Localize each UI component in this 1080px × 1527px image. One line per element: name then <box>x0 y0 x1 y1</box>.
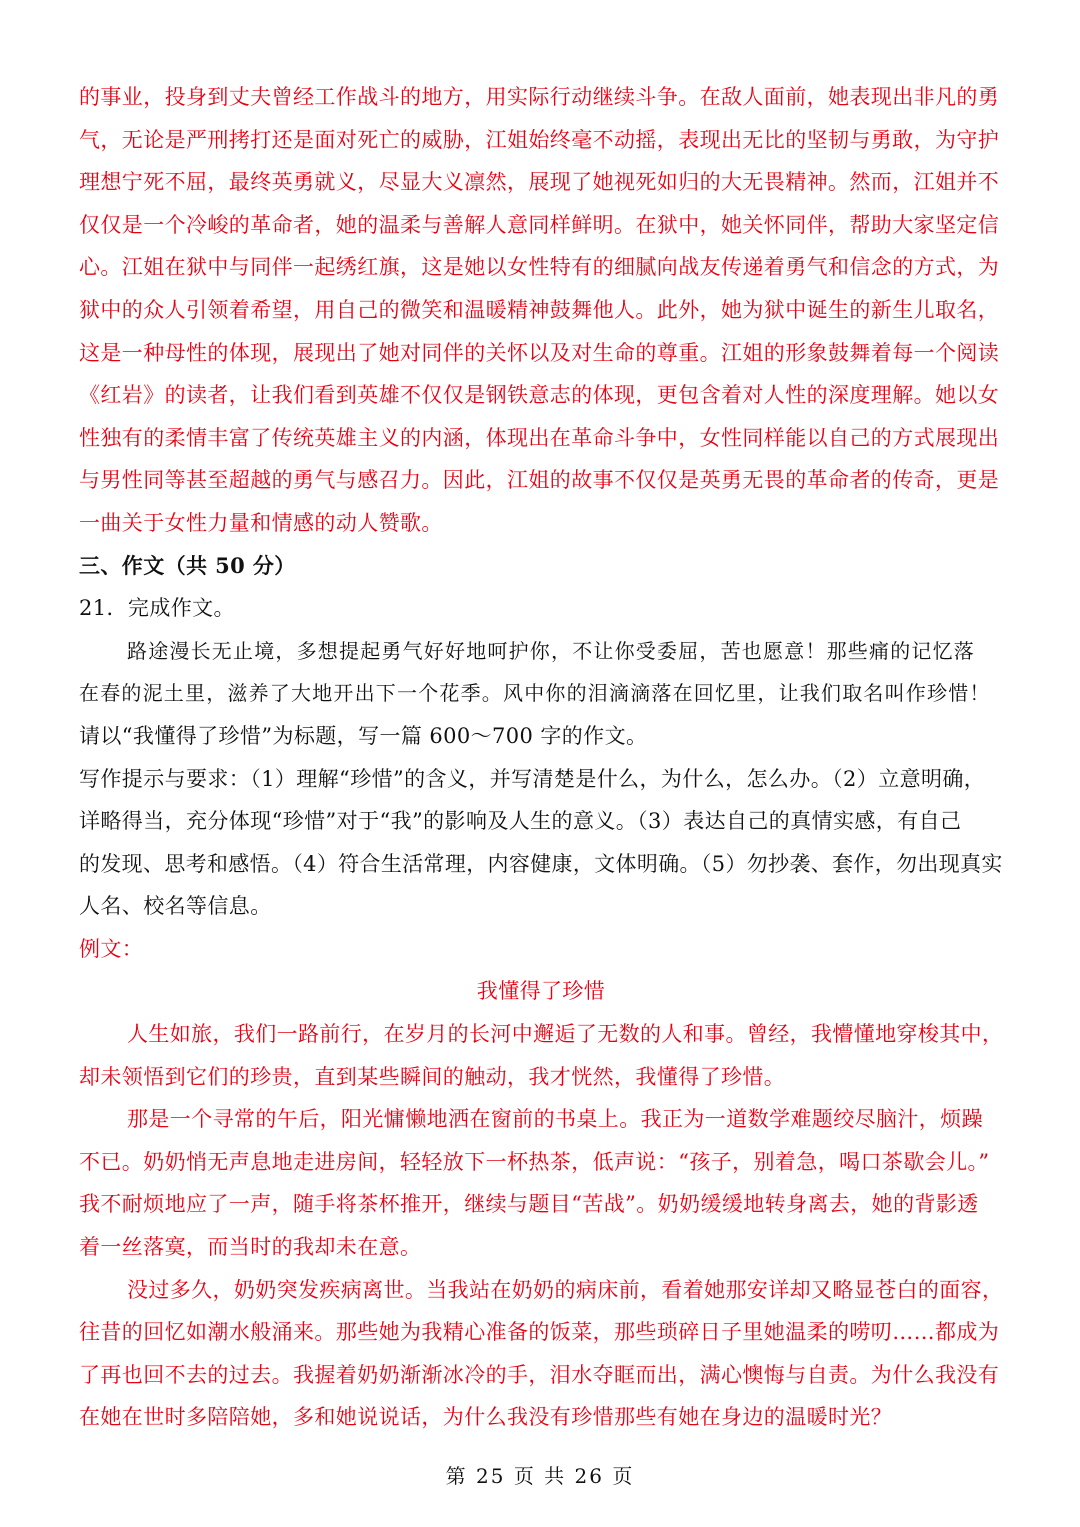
answer-line: 狱中的众人引领着希望，用自己的微笑和温暖精神鼓舞他人。此外，她为狱中诞生的新生儿取名， <box>79 297 1000 322</box>
essay-line: 那是一个寻常的午后，阳光慵懒地洒在窗前的书桌上。我正为一道数学难题绞尽脑汁，烦躁 <box>127 1107 983 1132</box>
essay-line: 了再也回不去的过去。我握着奶奶渐渐冰冷的手，泪水夺眶而出，满心懊悔与自责。为什么我没有 <box>79 1362 1000 1387</box>
question-line: 21．完成作文。 <box>79 596 235 621</box>
material-passage <box>79 630 1003 715</box>
answer-line: 理想宁死不屈，最终英勇就义，尽显大义凛然，展现了她视死如归的大无畏精神。然而，江姐并不 <box>79 170 1000 195</box>
answer-line: 的事业，投身到丈夫曾经工作战斗的地方，用实际行动继续斗争。在敌人面前，她表现出非凡的勇 <box>79 85 1000 109</box>
section-heading: 三、作文（共 50 分） <box>79 552 296 578</box>
essay-paragraph <box>79 1098 1003 1268</box>
answer-line: 《红岩》的读者，让我们看到英雄不仅仅是钢铁意志的体现，更包含着对人性的深度理解。她以女 <box>79 383 1000 408</box>
essay-paragraph <box>79 1269 1003 1439</box>
essay-line: 着一丝落寞，而当时的我却未在意。 <box>79 1235 422 1260</box>
essay-title: 我懂得了珍惜 <box>476 979 606 1004</box>
prompt-line: 请以“我懂得了珍惜”为标题，写一篇 600～700 字的作文。 <box>79 723 648 748</box>
requirement-line: 详略得当，充分体现“珍惜”对于“我”的影响及人生的意义。（3）表达自己的真情实感，有自己 <box>79 809 962 834</box>
page-footer: 第 25 页 共 26 页 <box>445 1464 635 1488</box>
answer-line: 心。江姐在狱中与同伴一起绣红旗，这是她以女性特有的细腻向战友传递着勇气和信念的方式，为 <box>79 255 1000 280</box>
answer-line: 仅仅是一个冷峻的革命者，她的温柔与善解人意同样鲜明。在狱中，她关怀同伴，帮助大家坚定信 <box>79 212 1000 237</box>
material-line: 在春的泥土里，滋养了大地开出下一个花季。风中你的泪滴滴落在回忆里，让我们取名叫作珍惜！ <box>79 681 991 706</box>
answer-line: 气，无论是严刑拷打还是面对死亡的威胁，江姐始终毫不动摇，表现出无比的坚韧与勇敢，为守护 <box>79 127 1000 152</box>
answer-line: 与男性同等甚至超越的勇气与感召力。因此，江姐的故事不仅仅是英勇无畏的革命者的传奇，更是 <box>79 468 1000 493</box>
writing-requirements <box>79 758 1003 928</box>
requirement-line: 的发现、思考和感悟。（4）符合生活常理，内容健康，文体明确。（5）勿抄袭、套作，勿出现真实 <box>79 851 1003 876</box>
essay-line: 没过多久，奶奶突发疾病离世。当我站在奶奶的病床前，看着她那安详却又略显苍白的面容， <box>126 1277 1004 1302</box>
answer-line: 这是一种母性的体现，展现出了她对同伴的关怀以及对生命的尊重。江姐的形象鼓舞着每一个阅读 <box>79 340 1000 365</box>
essay-line: 在她在世时多陪陪她，多和她说说话，为什么我没有珍惜那些有她在身边的温暖时光？ <box>79 1405 893 1430</box>
example-label: 例文： <box>79 936 144 961</box>
essay-line: 往昔的回忆如潮水般涌来。那些她为我精心准备的饭菜，那些琐碎日子里她温柔的唠叨……都成为 <box>79 1320 1000 1345</box>
requirement-line: 写作提示与要求：（1）理解“珍惜”的含义，并写清楚是什么，为什么，怎么办。（2）立意明确， <box>79 766 986 791</box>
essay-line: 却未领悟到它们的珍贵，直到某些瞬间的触动，我才恍然，我懂得了珍惜。 <box>79 1064 786 1089</box>
answer-line: 一曲关于女性力量和情感的动人赞歌。 <box>79 510 443 535</box>
answer-continuation <box>79 76 1003 545</box>
essay-line: 我不耐烦地应了一声，随手将茶杯推开，继续与题目“苦战”。奶奶缓缓地转身离去，她的背影透 <box>79 1192 979 1217</box>
material-line: 路途漫长无止境，多想提起勇气好好地呵护你，不让你受委屈，苦也愿意！那些痛的记忆落 <box>127 638 975 663</box>
essay-line: 不已。奶奶悄无声息地走进房间，轻轻放下一杯热茶，低声说：“孩子，别着急，喝口茶歇会儿。” <box>79 1149 990 1174</box>
requirement-line: 人名、校名等信息。 <box>79 894 272 919</box>
document-page <box>79 76 1003 1439</box>
essay-line: 人生如旅，我们一路前行，在岁月的长河中邂逅了无数的人和事。曾经，我懵懂地穿梭其中， <box>126 1022 1004 1047</box>
answer-line: 性独有的柔情丰富了传统英雄主义的内涵，体现出在革命斗争中，女性同样能以自己的方式展现出 <box>79 425 1000 450</box>
essay-paragraph <box>79 1013 1003 1098</box>
